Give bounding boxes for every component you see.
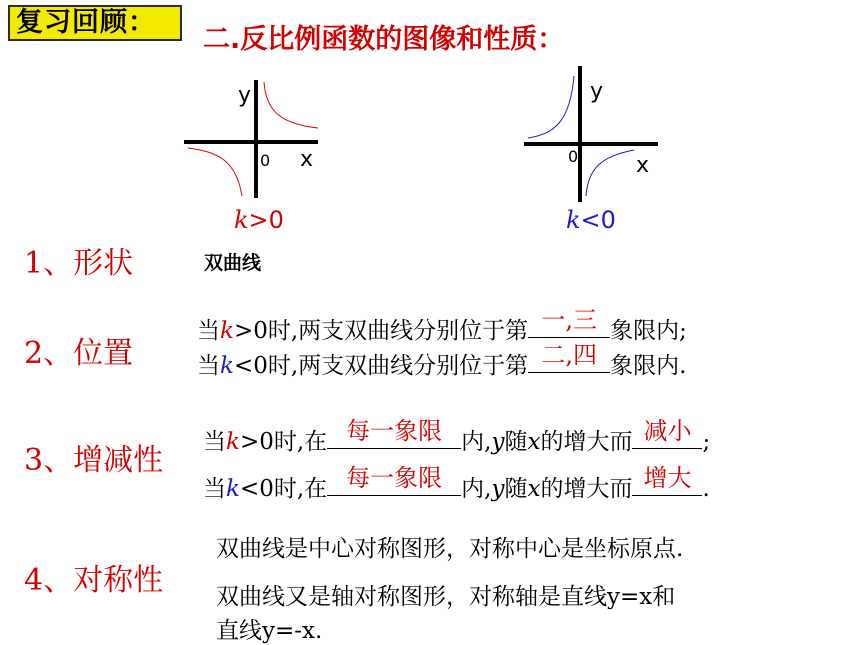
x-axis-label: x (300, 147, 314, 172)
position-line-2: 当k<0时,两支双曲线分别位于第 二,四 象限内. (197, 341, 687, 379)
origin-label: 0 (568, 147, 579, 166)
position-label: 2、位置 (24, 336, 134, 371)
hyperbola-branch-q3 (188, 148, 242, 196)
monotonic-line-1: 当k>0时,在 每一象限 内,y随x的增大而 减小 ; (203, 417, 711, 455)
symmetry-line-2: 双曲线又是轴对称图形，对称轴是直线y=x和 (216, 584, 676, 610)
k-positive-label: k>0 (234, 206, 284, 234)
k-negative-label: k<0 (566, 206, 616, 234)
graph-k-positive (178, 72, 338, 202)
hyperbola-branch-q4 (586, 150, 634, 196)
origin-label: 0 (260, 151, 271, 170)
answer-blank: 一,三 (528, 313, 610, 338)
hyperbola-branch-q1 (264, 82, 318, 128)
monotonic-label: 3、增减性 (24, 443, 164, 478)
symmetry-line-3: 直线y=-x. (216, 618, 323, 644)
answer-blank: 二,四 (528, 348, 610, 373)
answer-blank: 减小 (632, 424, 702, 449)
shape-text: 双曲线 (204, 252, 262, 274)
y-axis-label: y (590, 79, 604, 104)
review-badge: 复习回顾： (8, 5, 182, 41)
region-blank: 每一象限 (327, 471, 461, 496)
hyperbola-branch-q2 (528, 76, 574, 138)
y-axis-label: y (238, 83, 252, 108)
symmetry-label: 4、对称性 (24, 563, 164, 598)
x-axis-label: x (636, 153, 650, 178)
answer-blank: 增大 (632, 471, 702, 496)
region-blank: 每一象限 (327, 424, 461, 449)
section-title: 二.反比例函数的图像和性质： (203, 24, 565, 55)
graph-k-negative (518, 62, 678, 212)
monotonic-line-2: 当k<0时,在 每一象限 内,y随x的增大而 增大 . (203, 464, 710, 502)
shape-label: 1、形状 (24, 246, 134, 281)
symmetry-line-1: 双曲线是中心对称图形，对称中心是坐标原点. (216, 536, 684, 562)
position-line-1: 当k>0时,两支双曲线分别位于第 一,三 象限内; (197, 306, 687, 344)
